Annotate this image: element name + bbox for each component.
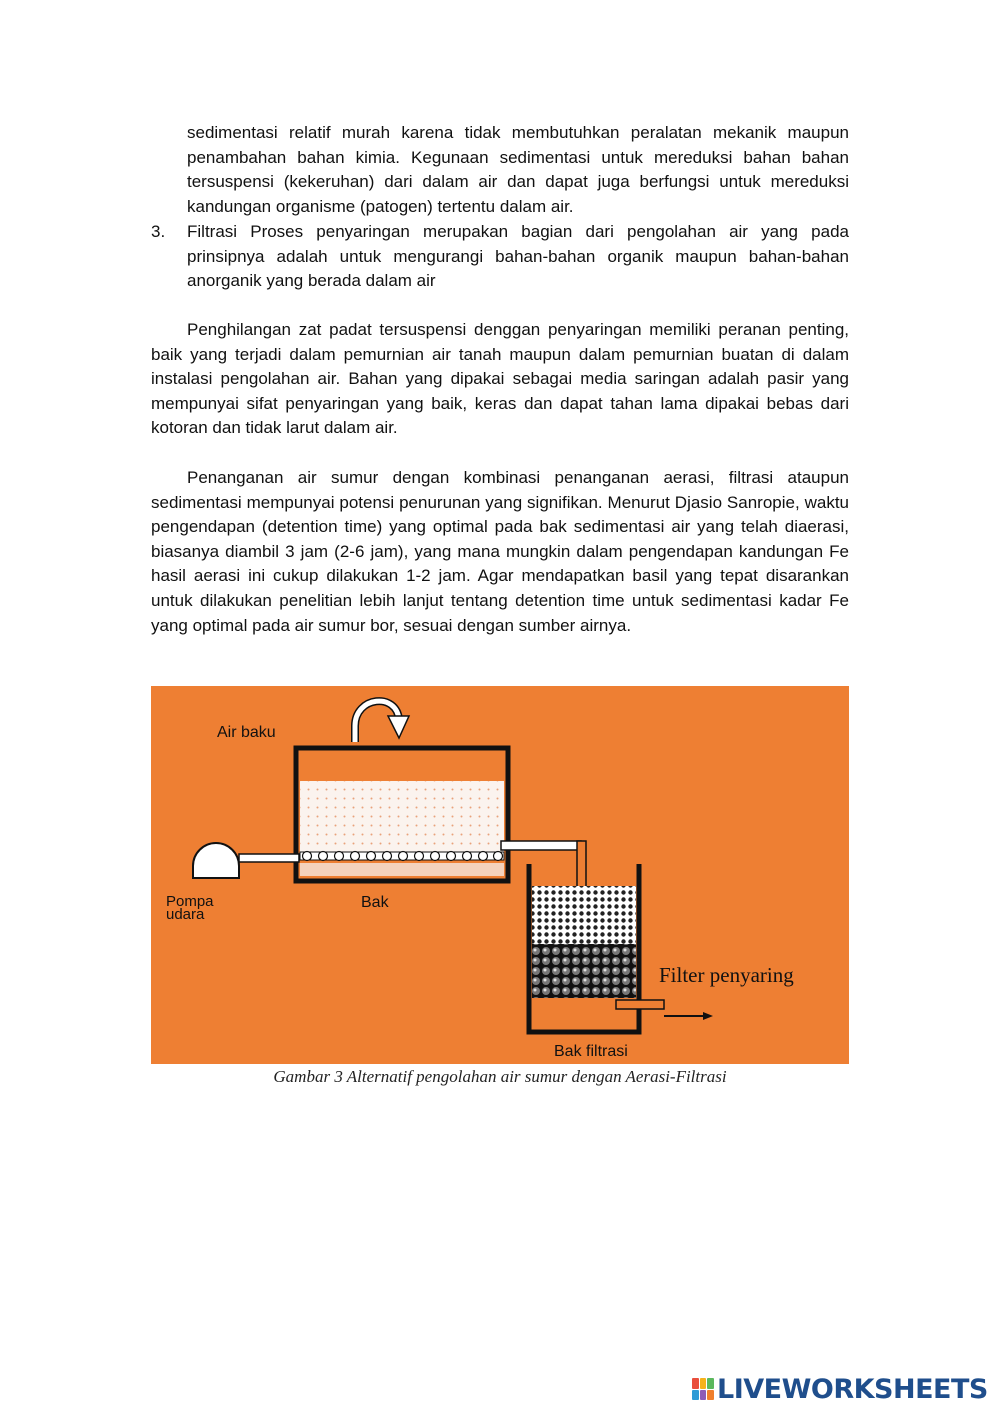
list-item-number: 3. (151, 222, 166, 241)
liveworksheets-logo (692, 1374, 988, 1404)
paragraph-treatment: Penanganan air sumur dengan kombinasi penanganan aerasi, filtrasi ataupun sedimentasi mempunyai potensi penurunan yang signifikan. Menurut Djasio Sanropie, waktu pengendapan (detention time) yang optimal pada bak sedimentasi air yang telah diaerasi, biasanya diambil 3 jam (2-6 jam), yang mana mungkin dalam pengendapan kandungan Fe hasil aerasi ini cukup dilakukan 1-2 jam. Agar mendapatkan basil yang tepat disarankan untuk dilakukan penelitian lebih lanjut tentang detention time untuk sedimentasi kadar Fe yang optimal pada air sumur bor, sesuai dengan sumber airnya. (151, 468, 849, 635)
logo-text: LIVEWORKSHEETS (717, 1373, 988, 1405)
aeration-tank (296, 748, 508, 881)
label-air-baku: Air baku (217, 724, 276, 741)
label-udara: udara (166, 906, 205, 923)
label-pompa: Pompa (166, 893, 214, 910)
label-bak-filtrasi: Bak filtrasi (554, 1043, 628, 1060)
logo-grid-icon (692, 1378, 714, 1400)
label-filter-penyaring: Filter penyaring (659, 963, 794, 987)
paragraph-filtration: Penghilangan zat padat tersuspensi denggan penyaringan memiliki peranan penting, baik yang terjadi dalam pemurnian air tanah maupun dalam pemurnian buatan di dalam instalasi pengolahan air. Bahan yang dipakai sebagai media saringan adalah pasir yang mempunyai sifat penyaringan yang baik, keras dan dapat tahan lama dipakai bebas dari kotoran dan tidak larut dalam air. (151, 320, 849, 438)
list-item-text: Filtrasi Proses penyaringan merupakan bagian dari pengolahan air yang pada prinsipnya adalah untuk mengurangi bahan-bahan organik maupun bahan-bahan anorganik yang berada dalam air (187, 222, 849, 291)
aeration-filtration-diagram (151, 686, 849, 1064)
intro-continuation: sedimentasi relatif murah karena tidak membutuhkan peralatan mekanik maupun penambahan bahan kimia. Kegunaan sedimentasi untuk mereduksi bahan bahan tersuspensi (kekeruhan) dari dalam air dan dapat juga berfungsi untuk mereduksi kandungan organisme (patogen) tertentu dalam air. (187, 123, 849, 216)
figure-caption: Gambar 3 Alternatif pengolahan air sumur dengan Aerasi-Filtrasi (273, 1067, 727, 1086)
label-bak: Bak (361, 894, 389, 911)
